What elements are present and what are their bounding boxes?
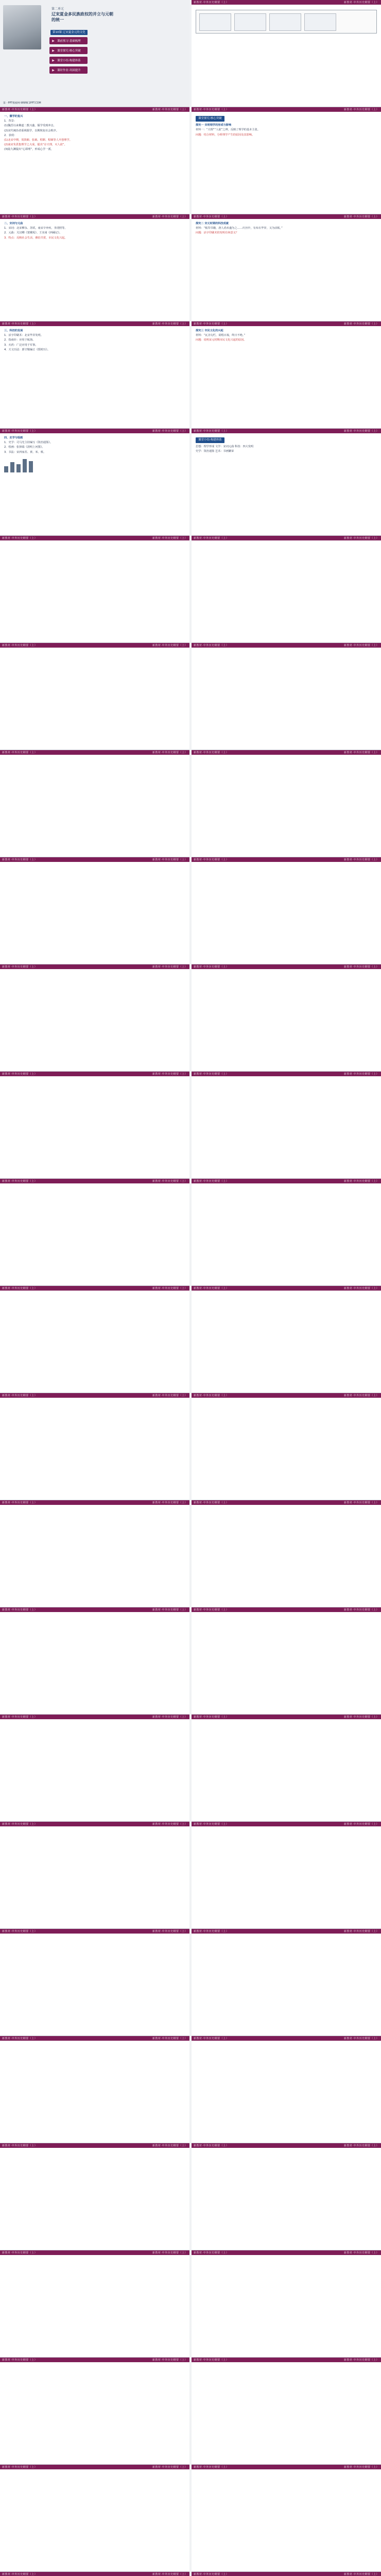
bar-right-text: 新教材·中外历史纲要（上） (343, 965, 379, 969)
cover-footer: 第一PPT模板网-WWW.1PPT.COM (3, 102, 41, 105)
bar-left-text: 新教材·中外历史纲要（上） (2, 2573, 38, 2576)
bar-right-text: 新教材·中外历史纲要（上） (343, 2466, 379, 2469)
slide-header-bar (0, 2465, 189, 2469)
slide-header-bar (192, 2143, 381, 2148)
content-slide (192, 2572, 381, 2576)
cover-title: 辽宋夏金多民族政权的并立与元朝的统一 (51, 12, 113, 22)
content-slide (192, 2358, 381, 2465)
bar-left-text: 新教材·中外历史纲要（上） (194, 1823, 229, 1826)
content-slide (0, 1929, 189, 2036)
bar-right-text: 新教材·中外历史纲要（上） (343, 1930, 379, 1933)
figure-cell (199, 13, 231, 31)
slide-header-bar (192, 107, 381, 112)
bar-right-text: 新教材·中外历史纲要（上） (343, 430, 379, 433)
slide-header-bar (0, 1822, 189, 1826)
slide-header-bar (192, 1822, 381, 1826)
bar-right-text: 新教材·中外历史纲要（上） (152, 751, 187, 754)
bar-left-text: 新教材·中外历史纲要（上） (2, 430, 38, 433)
text-line: 1．背景： (4, 120, 17, 123)
slide-content (0, 433, 189, 472)
slide-header-bar (192, 1072, 381, 1076)
text-line: 材料：“板印书籍，唐人尚未盛为之……庆历中，有布衣毕昇，又为活板。” (196, 227, 283, 230)
slide-header-bar (0, 643, 189, 648)
content-slide (0, 1500, 189, 1607)
slide-content (0, 326, 189, 352)
bar-left-text: 新教材·中外历史纲要（上） (194, 1501, 229, 1504)
slide-header-bar (192, 1179, 381, 1183)
slide-header-bar (192, 536, 381, 540)
bar-left-text: 新教材·中外历史纲要（上） (2, 1501, 38, 1504)
bar-right-text: 新教材·中外历史纲要（上） (343, 2037, 379, 2040)
content-slide (0, 214, 189, 321)
slide-header-bar (192, 964, 381, 969)
bar-right-text: 新教材·中外历史纲要（上） (343, 1716, 379, 1719)
bar-right-text: 新教材·中外历史纲要（上） (152, 965, 187, 969)
bar-left-text: 新教材·中外历史纲要（上） (2, 2144, 38, 2147)
slide-content (192, 433, 381, 454)
bar-right-text: 新教材·中外历史纲要（上） (343, 1394, 379, 1397)
bar-left-text: 新教材·中外历史纲要（上） (2, 537, 38, 540)
slide-content (192, 5, 381, 33)
slide-header-bar (192, 2358, 381, 2362)
bullet-icon: ▶ (52, 39, 55, 43)
content-slide (0, 1393, 189, 1500)
bar-left-text: 新教材·中外历史纲要（上） (2, 215, 38, 218)
bar-right-text: 新教材·中外历史纲要（上） (343, 1501, 379, 1504)
slide-content (192, 219, 381, 236)
content-slide (0, 964, 189, 1072)
content-slide (192, 1607, 381, 1715)
content-slide (192, 2250, 381, 2358)
content-slide (192, 1822, 381, 1929)
slide-header-bar (0, 321, 189, 326)
text-line: 3．火药：广泛应用于军事。 (4, 343, 38, 347)
text-line: 2．指南针：应用于航海。 (4, 338, 36, 342)
slide-header-bar (192, 857, 381, 862)
bar-left-text: 新教材·中外历史纲要（上） (194, 2251, 229, 2255)
slide-header-bar (192, 321, 381, 326)
slide-content (0, 219, 189, 241)
content-slide (192, 2036, 381, 2143)
bar-right-text: 新教材·中外历史纲要（上） (343, 1073, 379, 1076)
figure-cell (269, 13, 301, 31)
text-line: (2)南宋朱熹集理学之大成，提出“存天理，灭人欲”。 (4, 143, 67, 147)
slide-header-bar (192, 2036, 381, 2041)
timeline-figure (196, 10, 377, 33)
text-line: (1)魏晋以来佛道二教兴盛，儒学受到冲击。 (4, 124, 56, 128)
bar-right-text: 新教材·中外历史纲要（上） (343, 323, 379, 326)
slide-header-bar (192, 1286, 381, 1291)
bar-left-text: 新教材·中外历史纲要（上） (194, 858, 229, 861)
bar-left-text: 新教材·中外历史纲要（上） (194, 1930, 229, 1933)
bar-left-text: 新教材·中外历史纲要（上） (2, 323, 38, 326)
slide-header-bar (0, 1500, 189, 1505)
content-slide (0, 536, 189, 643)
slide-content (0, 112, 189, 152)
text-line: (1)北宋中期，周敦颐、张载、程颢、程颐等人开创理学。 (4, 139, 72, 142)
text-line: 3．书法：宋四家苏、黄、米、蔡。 (4, 450, 46, 454)
content-slide (192, 1179, 381, 1286)
bar-right-text: 新教材·中外历史纲要（上） (343, 1, 379, 4)
content-slide (192, 214, 381, 321)
slide-header-bar (192, 214, 381, 219)
bar-left-text: 新教材·中外历史纲要（上） (2, 1073, 38, 1076)
bar-right-text: 新教材·中外历史纲要（上） (152, 2359, 187, 2362)
menu-item-label: 课堂探究·核心突破 (57, 49, 81, 53)
bar-left-text: 新教材·中外历史纲要（上） (2, 1930, 38, 1933)
content-slide (0, 2143, 189, 2250)
slide-header-bar (0, 1286, 189, 1291)
figure-bar (23, 459, 27, 472)
bar-left-text: 新教材·中外历史纲要（上） (194, 537, 229, 540)
bar-right-text: 新教材·中外历史纲要（上） (152, 215, 187, 218)
bar-left-text: 新教材·中外历史纲要（上） (194, 1180, 229, 1183)
content-slide (0, 2036, 189, 2143)
slide-header-bar (0, 964, 189, 969)
text-line: 1．宋词：北宋柳永、苏轼，南宋辛弃疾、李清照等。 (4, 227, 67, 230)
content-slide (192, 1393, 381, 1500)
content-slide (192, 1286, 381, 1393)
bar-left-text: 新教材·中外历史纲要（上） (2, 1180, 38, 1183)
content-slide (192, 0, 381, 107)
bar-left-text: 新教材·中外历史纲要（上） (194, 2573, 229, 2576)
text-line: 思想：理学形成 文学：宋词元曲 科技：四大发明 (196, 445, 254, 449)
bar-right-text: 新教材·中外历史纲要（上） (152, 1608, 187, 1612)
menu-item-label: 课前预习·基础梳理 (57, 40, 81, 43)
slide-content (192, 326, 381, 343)
bar-left-text: 新教材·中外历史纲要（上） (194, 2466, 229, 2469)
section-heading: 四、史学与绘画 (4, 436, 23, 439)
bar-left-text: 新教材·中外历史纲要（上） (2, 2251, 38, 2255)
slide-header-bar (0, 214, 189, 219)
bar-left-text: 新教材·中外历史纲要（上） (194, 430, 229, 433)
content-slide (0, 857, 189, 964)
slide-header-bar (192, 429, 381, 433)
section-heading: 三、科技的发展 (4, 329, 23, 332)
slide-header-bar (0, 1715, 189, 1719)
content-slide (192, 1715, 381, 1822)
slide-header-bar (0, 1179, 189, 1183)
bar-right-text: 新教材·中外历史纲要（上） (343, 644, 379, 647)
section-chip: 课堂探究·核心突破 (196, 116, 224, 122)
bar-left-text: 新教材·中外历史纲要（上） (194, 751, 229, 754)
section-heading: 探究一 宋明理学的形成与影响 (196, 124, 232, 127)
bar-left-text: 新教材·中外历史纲要（上） (194, 1287, 229, 1290)
content-slide (0, 2572, 189, 2576)
bar-right-text: 新教材·中外历史纲要（上） (343, 1180, 379, 1183)
content-slide (0, 429, 189, 536)
content-slide (0, 2250, 189, 2358)
bar-right-text: 新教材·中外历史纲要（上） (152, 537, 187, 540)
bar-left-text: 新教材·中外历史纲要（上） (2, 1823, 38, 1826)
slide-header-bar (0, 857, 189, 862)
slide-header-bar (192, 0, 381, 5)
menu-item-preview[interactable] (49, 37, 88, 44)
text-line: 3．特点：反映社会生活，雅俗共赏，市民文化兴起。 (4, 236, 67, 240)
slide-header-bar (0, 536, 189, 540)
bar-left-text: 新教材·中外历史纲要（上） (2, 2359, 38, 2362)
section-heading: 探究二 宋元时期的科技成就 (196, 222, 229, 225)
content-slide (0, 1179, 189, 1286)
text-line: 问题：活字印刷术的发明有何意义？ (196, 231, 239, 235)
mini-figure (4, 457, 185, 472)
slide-header-bar (192, 1929, 381, 1934)
slide-header-bar (0, 2250, 189, 2255)
bar-left-text: 新教材·中外历史纲要（上） (194, 1716, 229, 1719)
figure-bar (4, 466, 8, 472)
bar-right-text: 新教材·中外历史纲要（上） (152, 1501, 187, 1504)
bar-right-text: 新教材·中外历史纲要（上） (152, 2144, 187, 2147)
content-slide (0, 643, 189, 750)
bar-left-text: 新教材·中外历史纲要（上） (2, 751, 38, 754)
bar-right-text: 新教材·中外历史纲要（上） (152, 2251, 187, 2255)
bar-right-text: 新教材·中外历史纲要（上） (343, 2359, 379, 2362)
bar-right-text: 新教材·中外历史纲要（上） (343, 1287, 379, 1290)
text-line: 材料：“瓦舍勾栏，说唱百戏，终日不绝。” (196, 334, 246, 337)
bar-left-text: 新教材·中外历史纲要（上） (194, 644, 229, 647)
section-heading: 探究三 市民文化的兴起 (196, 329, 223, 332)
bar-left-text: 新教材·中外历史纲要（上） (194, 2144, 229, 2147)
bar-left-text: 新教材·中外历史纲要（上） (194, 215, 229, 218)
bar-right-text: 新教材·中外历史纲要（上） (152, 1180, 187, 1183)
slide-header-bar (192, 750, 381, 755)
content-slide (0, 107, 189, 214)
slide-header-bar (0, 1072, 189, 1076)
content-slide (192, 964, 381, 1072)
bar-right-text: 新教材·中外历史纲要（上） (343, 2144, 379, 2147)
bullet-icon: ▶ (52, 48, 55, 53)
slide-header-bar (192, 1715, 381, 1719)
content-slide (0, 1822, 189, 1929)
bar-left-text: 新教材·中外历史纲要（上） (2, 1716, 38, 1719)
slide-header-bar (0, 2358, 189, 2362)
menu-item-label: 课堂小结·构建体系 (57, 59, 81, 62)
text-line: 1．史学：司马光主持编写《资治通鉴》。 (4, 441, 53, 445)
bar-right-text: 新教材·中外历史纲要（上） (152, 858, 187, 861)
slide-header-bar (192, 2465, 381, 2469)
bar-left-text: 新教材·中外历史纲要（上） (194, 2037, 229, 2040)
cover-slide (0, 0, 189, 107)
slide-header-bar (0, 107, 189, 112)
slide-header-bar (192, 1500, 381, 1505)
bar-right-text: 新教材·中外历史纲要（上） (343, 1823, 379, 1826)
bar-right-text: 新教材·中外历史纲要（上） (152, 1073, 187, 1076)
bar-left-text: 新教材·中外历史纲要（上） (194, 1608, 229, 1612)
bar-right-text: 新教材·中外历史纲要（上） (152, 2573, 187, 2576)
content-slide (0, 2358, 189, 2465)
section-heading: 二、宋词与元曲 (4, 222, 23, 225)
unit-label: 第二单元 (51, 7, 64, 11)
content-slide (192, 1929, 381, 2036)
bar-right-text: 新教材·中外历史纲要（上） (343, 537, 379, 540)
bar-right-text: 新教材·中外历史纲要（上） (343, 1608, 379, 1612)
section-chip: 课堂小结·构建体系 (196, 437, 224, 443)
slide-header-bar (0, 429, 189, 433)
content-slide (192, 429, 381, 536)
text-line: 2．表现： (4, 133, 17, 137)
bar-right-text: 新教材·中外历史纲要（上） (152, 108, 187, 111)
bar-right-text: 新教材·中外历史纲要（上） (343, 2251, 379, 2255)
bar-left-text: 新教材·中外历史纲要（上） (194, 1073, 229, 1076)
content-slide (0, 2465, 189, 2572)
content-slide (0, 750, 189, 857)
bar-right-text: 新教材·中外历史纲要（上） (152, 430, 187, 433)
content-slide (0, 1607, 189, 1715)
bar-right-text: 新教材·中外历史纲要（上） (152, 1287, 187, 1290)
slide-header-bar (0, 1929, 189, 1934)
content-slide (192, 1072, 381, 1179)
bar-left-text: 新教材·中外历史纲要（上） (194, 965, 229, 969)
content-slide (192, 107, 381, 214)
bar-left-text: 新教材·中外历史纲要（上） (194, 2359, 229, 2362)
bar-right-text: 新教材·中外历史纲要（上） (152, 1716, 187, 1719)
text-line: 1．活字印刷术：北宋毕昇发明。 (4, 334, 43, 337)
cover-menu (49, 37, 88, 76)
slide-header-bar (0, 1393, 189, 1398)
bar-right-text: 新教材·中外历史纲要（上） (152, 644, 187, 647)
figure-bar (10, 462, 14, 472)
bar-right-text: 新教材·中外历史纲要（上） (343, 751, 379, 754)
bar-right-text: 新教材·中外历史纲要（上） (152, 1394, 187, 1397)
slide-header-bar (0, 2036, 189, 2041)
menu-item-explore[interactable] (49, 47, 88, 54)
text-line: 问题：说明宋元时期市民文化兴起的原因。 (196, 338, 247, 342)
text-line: 问题：结合材料，分析理学产生的原因及其影响。 (196, 133, 255, 137)
content-slide (0, 1286, 189, 1393)
bar-left-text: 新教材·中外历史纲要（上） (2, 1608, 38, 1612)
content-slide (192, 321, 381, 429)
slide-header-bar (192, 2572, 381, 2576)
bar-left-text: 新教材·中外历史纲要（上） (2, 2037, 38, 2040)
bar-left-text: 新教材·中外历史纲要（上） (2, 1394, 38, 1397)
slide-header-bar (0, 2572, 189, 2576)
text-line: (2)宋代统治者重视儒学，以期恢复社会秩序。 (4, 129, 59, 132)
bullet-icon: ▶ (52, 58, 55, 62)
content-slide (192, 643, 381, 750)
slide-header-bar (192, 1607, 381, 1612)
slide-header-bar (0, 2143, 189, 2148)
content-slide (0, 321, 189, 429)
content-slide (192, 2143, 381, 2250)
menu-item-label: 课时作业·巩固提升 (57, 69, 81, 72)
text-line: 2．元曲：关汉卿《窦娥冤》、王实甫《西厢记》。 (4, 231, 62, 235)
figure-cell (304, 13, 336, 31)
menu-item-summary[interactable] (49, 57, 88, 64)
bar-right-text: 新教材·中外历史纲要（上） (343, 858, 379, 861)
menu-item-homework[interactable] (49, 66, 88, 74)
section-heading: 一、儒学的复兴 (4, 115, 23, 118)
bar-left-text: 新教材·中外历史纲要（上） (194, 1, 229, 4)
bar-left-text: 新教材·中外历史纲要（上） (2, 108, 38, 111)
bar-left-text: 新教材·中外历史纲要（上） (2, 858, 38, 861)
slide-header-bar (0, 1607, 189, 1612)
bar-right-text: 新教材·中外历史纲要（上） (152, 323, 187, 326)
bar-right-text: 新教材·中外历史纲要（上） (343, 2573, 379, 2576)
content-slide (192, 536, 381, 643)
bar-right-text: 新教材·中外历史纲要（上） (152, 1930, 187, 1933)
cover-image (3, 5, 41, 49)
content-slide (192, 1500, 381, 1607)
bar-right-text: 新教材·中外历史纲要（上） (343, 215, 379, 218)
bar-left-text: 新教材·中外历史纲要（上） (2, 644, 38, 647)
content-slide (192, 2465, 381, 2572)
bar-right-text: 新教材·中外历史纲要（上） (343, 108, 379, 111)
text-line: 史学：资治通鉴 艺术：书画繁荣 (196, 450, 234, 453)
slide-header-bar (192, 1393, 381, 1398)
slide-content (192, 112, 381, 138)
content-slide (0, 1715, 189, 1822)
bar-left-text: 新教材·中外历史纲要（上） (194, 1394, 229, 1397)
bar-left-text: 新教材·中外历史纲要（上） (2, 1287, 38, 1290)
bar-right-text: 新教材·中外历史纲要（上） (152, 1823, 187, 1826)
text-line: 2．绘画：张择端《清明上河图》。 (4, 446, 45, 449)
bar-left-text: 新教材·中外历史纲要（上） (194, 108, 229, 111)
text-line: 材料一：“天理”“人欲”之辨，反映了理学的基本主张。 (196, 128, 260, 132)
figure-cell (234, 13, 266, 31)
slide-header-bar (0, 750, 189, 755)
bar-left-text: 新教材·中外历史纲要（上） (194, 323, 229, 326)
bar-right-text: 新教材·中外历史纲要（上） (152, 2037, 187, 2040)
bar-left-text: 新教材·中外历史纲要（上） (2, 965, 38, 969)
content-slide (192, 857, 381, 964)
lesson-label: 第10课 辽宋夏金元的文化 (50, 30, 88, 35)
text-line: (3)陆九渊提出“心即理”，形成心学一派。 (4, 148, 54, 151)
slide-header-bar (192, 643, 381, 648)
text-line: 4．天文历法：郭守敬编订《授时历》。 (4, 348, 50, 351)
content-slide (0, 1072, 189, 1179)
slide-header-bar (192, 2250, 381, 2255)
figure-bar (16, 464, 21, 472)
content-slide (192, 750, 381, 857)
bullet-icon: ▶ (52, 68, 55, 72)
bar-right-text: 新教材·中外历史纲要（上） (152, 2466, 187, 2469)
figure-bar (29, 461, 33, 472)
bar-left-text: 新教材·中外历史纲要（上） (2, 2466, 38, 2469)
